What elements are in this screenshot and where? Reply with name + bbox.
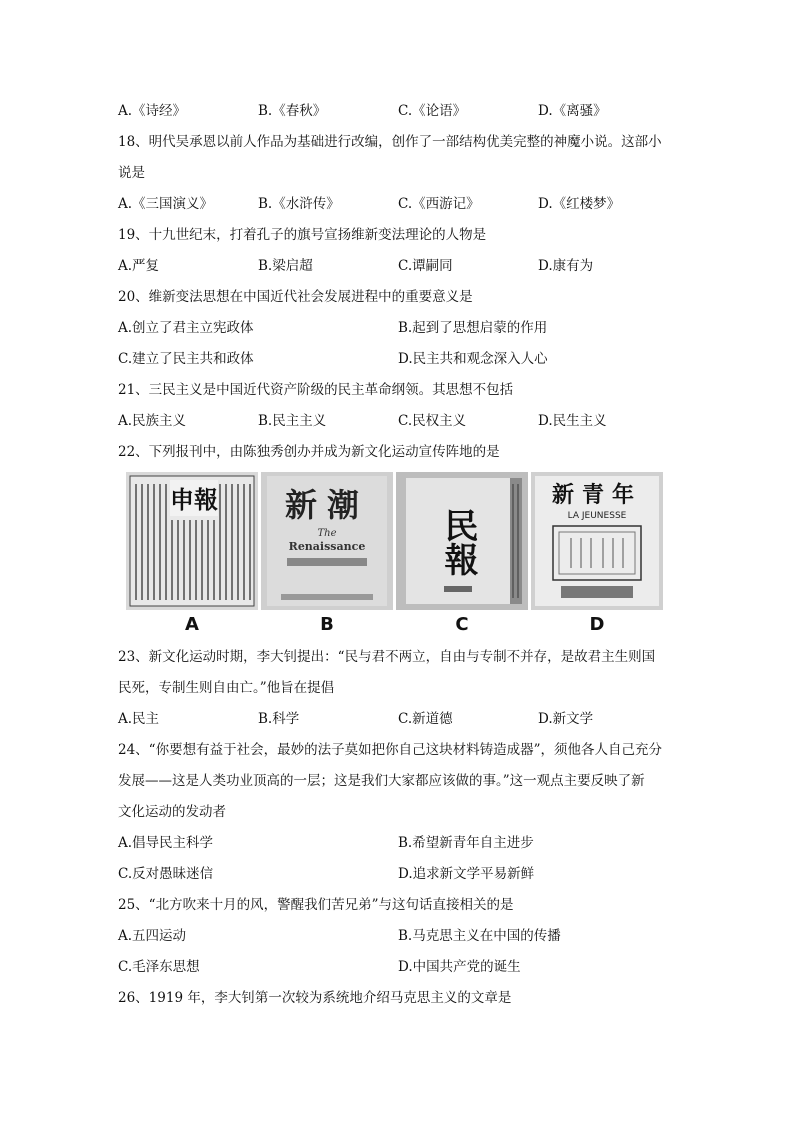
q18-stem-line1: 18、明代吴承恩以前人作品为基础进行改编，创作了一部结构优美完整的神魔小说。这部小: [118, 134, 662, 150]
q19-stem: 19、十九世纪末，打着孔子的旗号宣扬维新变法理论的人物是: [118, 227, 487, 243]
q17-option-a[interactable]: A.《诗经》: [118, 103, 187, 119]
magazine-xinqingnian-image: [531, 472, 663, 610]
q21-option-b[interactable]: B.民主主义: [258, 413, 327, 429]
xinchao-en-the: The: [317, 528, 337, 539]
q25-option-a[interactable]: A.五四运动: [118, 928, 187, 944]
q23-option-a[interactable]: A.民主: [118, 711, 160, 727]
q25-option-d[interactable]: D.中国共产党的诞生: [398, 959, 521, 975]
q24-stem-line1: 24、“你要想有益于社会，最妙的法子莫如把你自己这块材料铸造成器”，须他各人自己充分: [118, 742, 662, 758]
magazine-xinqingnian-graphic: [531, 472, 663, 610]
q23-option-d[interactable]: D.新文学: [538, 711, 594, 727]
newspaper-minbao-graphic: [396, 472, 528, 610]
exam-content: [118, 96, 678, 1014]
figure-label-c: C: [455, 614, 469, 635]
q25-option-c[interactable]: C.毛泽东思想: [118, 959, 200, 975]
xinqingnian-title: 新青年: [551, 482, 643, 508]
q20-option-c[interactable]: C.建立了民主共和政体: [118, 351, 254, 367]
minbao-title: 民報: [438, 508, 478, 576]
q20-option-d[interactable]: D.民主共和观念深入人心: [398, 351, 548, 367]
q24-option-d[interactable]: D.追求新文学平易新鲜: [398, 866, 535, 882]
q18-option-d[interactable]: D.《红楼梦》: [538, 196, 621, 212]
q23-stem-line2: 民死，专制生则自由亡。”他旨在提倡: [118, 680, 335, 696]
magazine-xinchao-graphic: [261, 472, 393, 610]
q18-option-a[interactable]: A.《三国演义》: [118, 196, 214, 212]
q21-options: [118, 406, 678, 437]
q20-options-row1: [118, 313, 678, 344]
q23-stem-line1: 23、新文化运动时期，李大钊提出：“民与君不两立，自由与专制不并存，是故君主生则国: [118, 649, 656, 665]
figure-label-b: B: [320, 614, 334, 635]
q25-option-b[interactable]: B.马克思主义在中国的传播: [398, 928, 561, 944]
q24-option-b[interactable]: B.希望新青年自主进步: [398, 835, 534, 851]
xinchao-en-title: Renaissance: [288, 540, 366, 553]
q18-option-b[interactable]: B.《水浒传》: [258, 196, 340, 212]
q21-stem: 21、三民主义是中国近代资产阶级的民主革命纲领。其思想不包括: [118, 382, 514, 398]
q17-option-c[interactable]: C.《论语》: [398, 103, 467, 119]
q24-options-row2: [118, 859, 678, 890]
q23-option-b[interactable]: B.科学: [258, 711, 300, 727]
q19-option-c[interactable]: C.谭嗣同: [398, 258, 453, 274]
q17-option-b[interactable]: B.《春秋》: [258, 103, 327, 119]
q25-stem: 25、“北方吹来十月的风，警醒我们苦兄弟”与这句话直接相关的是: [118, 897, 514, 913]
q19-option-b[interactable]: B.梁启超: [258, 258, 313, 274]
q20-option-b[interactable]: B.起到了思想启蒙的作用: [398, 320, 548, 336]
newspaper-shenbao-image: [126, 472, 258, 610]
q20-options-row2: [118, 344, 678, 375]
figure-label-a: A: [185, 614, 199, 635]
q25-options-row1: [118, 921, 678, 952]
q24-stem-line2: 发展——这是人类功业顶高的一层；这是我们大家都应该做的事。”这一观点主要反映了新: [118, 773, 645, 789]
q24-options-row1: [118, 828, 678, 859]
q21-option-a[interactable]: A.民族主义: [118, 413, 187, 429]
q17-options: [118, 96, 678, 127]
xinchao-title: 新潮: [284, 486, 370, 524]
q22-stem: 22、下列报刊中，由陈独秀创办并成为新文化运动宣传阵地的是: [118, 444, 500, 460]
newspaper-shenbao-graphic: [126, 472, 258, 610]
q23-option-c[interactable]: C.新道德: [398, 711, 453, 727]
q19-option-a[interactable]: A.严复: [118, 258, 160, 274]
q18-option-c[interactable]: C.《西游记》: [398, 196, 480, 212]
q20-option-a[interactable]: A.创立了君主立宪政体: [118, 320, 254, 336]
q24-option-a[interactable]: A.倡导民主科学: [118, 835, 214, 851]
q22-figure: [118, 472, 678, 640]
q23-options: [118, 704, 678, 735]
q19-option-d[interactable]: D.康有为: [538, 258, 594, 274]
q18-options: [118, 189, 678, 220]
q26-stem: 26、1919 年，李大钊第一次较为系统地介绍马克思主义的文章是: [118, 990, 512, 1006]
xinqingnian-en-title: LA JEUNESSE: [567, 511, 627, 521]
q24-option-c[interactable]: C.反对愚昧迷信: [118, 866, 214, 882]
q25-options-row2: [118, 952, 678, 983]
magazine-xinchao-image: [261, 472, 393, 610]
q21-option-d[interactable]: D.民生主义: [538, 413, 607, 429]
q19-options: [118, 251, 678, 282]
newspaper-minbao-image: [396, 472, 528, 610]
figure-label-d: D: [589, 614, 605, 635]
q21-option-c[interactable]: C.民权主义: [398, 413, 467, 429]
q18-stem-line2: 说是: [118, 165, 145, 181]
q17-option-d[interactable]: D.《离骚》: [538, 103, 607, 119]
shenbao-masthead: 申報: [170, 485, 218, 514]
q24-stem-line3: 文化运动的发动者: [118, 804, 226, 820]
q20-stem: 20、维新变法思想在中国近代社会发展进程中的重要意义是: [118, 289, 473, 305]
